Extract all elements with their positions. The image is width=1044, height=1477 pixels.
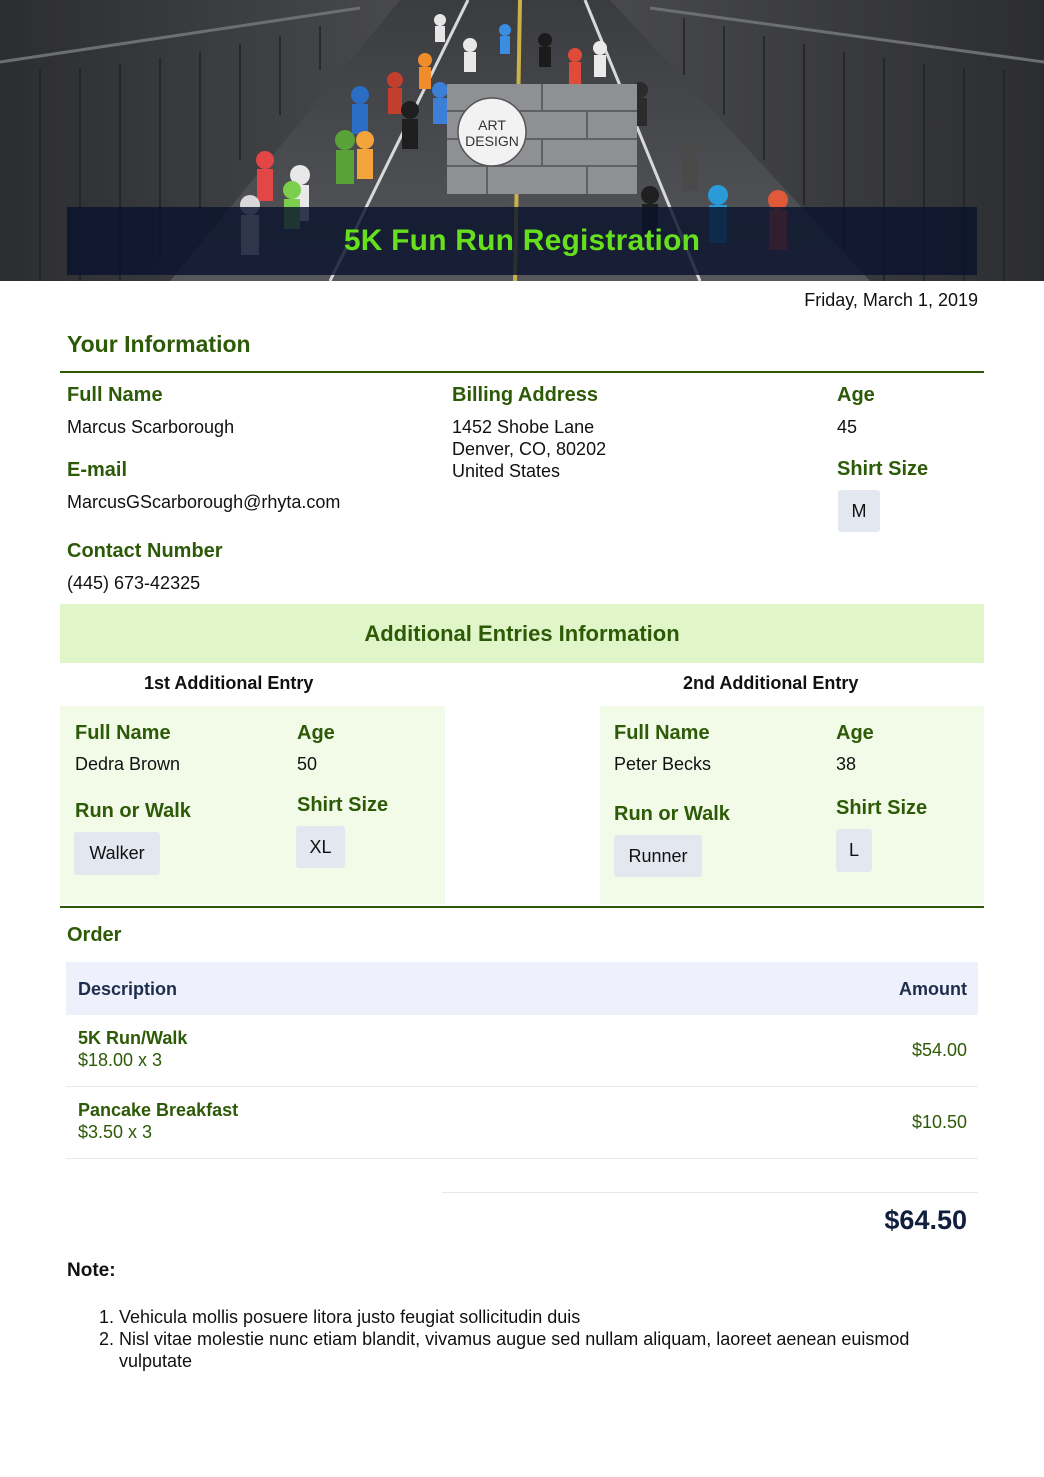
billing-address-line3: United States (452, 461, 561, 481)
contact-number-label: Contact Number (67, 540, 223, 562)
amount-column-header: Amount (899, 979, 967, 999)
item-amount: $54.00 (911, 1040, 967, 1060)
billing-address-line2: Denver, CO, 80202 (452, 439, 607, 459)
entry-1-shirt-size-label: Shirt Size (297, 794, 389, 816)
additional-entries-title: Additional Entries Information (364, 620, 680, 646)
title-bar (67, 207, 977, 275)
entry-1-age: 50 (297, 754, 318, 774)
entry-1-run-walk-label: Run or Walk (75, 800, 191, 822)
entry-2-age: 38 (836, 754, 857, 774)
shirt-size-badge: M (838, 490, 880, 532)
entry-1-run-walk-badge: Walker (74, 832, 160, 875)
order-row (66, 1015, 978, 1087)
entry-2-shirt-size-badge: L (836, 829, 872, 872)
entry-2-run-walk-badge: Runner (614, 835, 702, 877)
item-quantity: $18.00 x 3 (78, 1050, 163, 1070)
shirt-size-label: Shirt Size (837, 458, 929, 480)
entry-2-run-walk-label: Run or Walk (614, 803, 730, 825)
entry-2-full-name-label: Full Name (614, 722, 710, 744)
order-table-header (66, 962, 978, 1015)
order-title: Order (67, 924, 122, 946)
entry-1-card (60, 706, 445, 904)
email-value: MarcusGScarborough@rhyta.com (67, 492, 341, 512)
note-item: 2. Nisl vitae molestie nunc etiam blandit, vivamus augue sed nullam aliquam, laoreet aenean euismod vulputate (119, 1328, 979, 1372)
entry-2-full-name: Peter Becks (614, 754, 712, 774)
full-name-value: Marcus Scarborough (67, 417, 235, 437)
age-label: Age (837, 384, 875, 406)
note-list (119, 1306, 979, 1372)
svg-text:ART: ART (478, 117, 506, 133)
item-name: 5K Run/Walk (78, 1028, 188, 1048)
entry-2-card (600, 706, 984, 904)
email-label: E-mail (67, 459, 128, 481)
item-amount: $10.50 (911, 1112, 967, 1132)
entry-1-title: 1st Additional Entry (144, 673, 314, 693)
header-banner (0, 0, 1044, 281)
entry-1-full-name: Dedra Brown (75, 754, 181, 774)
billing-address-label: Billing Address (452, 384, 598, 406)
note-item: 1. Vehicula mollis posuere litora justo feugiat sollicitudin duis (119, 1306, 979, 1328)
svg-text:DESIGN: DESIGN (465, 133, 519, 149)
page-title: 5K Fun Run Registration (343, 224, 701, 257)
billing-address-line1: 1452 Shobe Lane (452, 417, 595, 437)
contact-number-value: (445) 673-42325 (67, 573, 201, 593)
entry-1-shirt-size-badge: XL (296, 826, 345, 868)
entry-1-full-name-label: Full Name (75, 722, 171, 744)
age-value: 45 (837, 417, 858, 437)
description-column-header: Description (78, 979, 178, 999)
entry-2-shirt-size-label: Shirt Size (836, 797, 928, 819)
total-divider (442, 1192, 978, 1193)
registration-date: Friday, March 1, 2019 (804, 290, 978, 310)
order-row (66, 1087, 978, 1159)
section-divider (60, 371, 984, 373)
full-name-label: Full Name (67, 384, 163, 406)
note-title: Note: (67, 1260, 116, 1281)
additional-entries-header (60, 604, 984, 663)
order-total: $64.50 (884, 1205, 967, 1235)
entry-1-age-label: Age (297, 722, 335, 744)
entry-2-title: 2nd Additional Entry (683, 673, 859, 693)
section-divider (60, 906, 984, 908)
item-name: Pancake Breakfast (78, 1100, 239, 1120)
your-information-title: Your Information (67, 331, 251, 357)
brick-pattern (447, 84, 637, 194)
entry-2-age-label: Age (836, 722, 874, 744)
logo-plate (447, 84, 637, 194)
item-quantity: $3.50 x 3 (78, 1122, 153, 1142)
